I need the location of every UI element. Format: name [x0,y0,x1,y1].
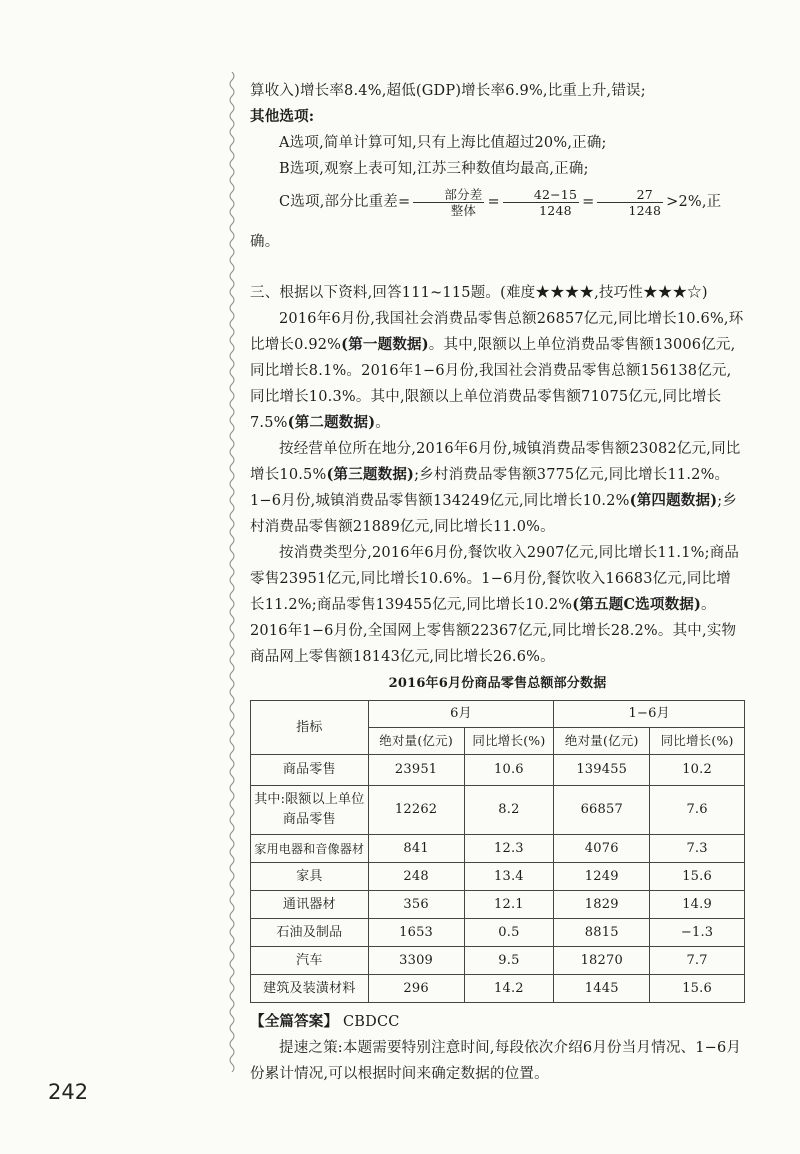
paragraph-2-note: (第三题数据) [326,466,415,483]
option-c-text [250,182,745,262]
fraction-denominator: 1248 [628,202,662,218]
cell-june-abs: 248 [368,863,464,891]
cell-ytd-abs: 1829 [554,891,650,919]
cell-june-growth: 13.4 [464,863,554,891]
row-name: 家用电器和音像器材 [251,835,369,863]
fraction-result [597,187,663,218]
row-name: 通讯器材 [251,891,369,919]
header-indicator: 指标 [251,701,369,755]
table-row [251,786,745,835]
header-jan-june: 1−6月 [554,701,745,728]
cell-ytd-abs: 1445 [554,975,650,1003]
option-c-prefix: C选项,部分比重差= [279,194,411,210]
header-june: 6月 [368,701,554,728]
cell-ytd-abs: 4076 [554,835,650,863]
paragraph-3 [250,540,745,670]
cell-june-growth: 10.6 [464,755,554,786]
table-row [251,919,745,947]
paragraph-2-text: ;乡村消费品零售额21889亿元,同比增长11.0%。 [250,493,738,535]
paragraph-1-text: 。其中,限额以上单位消费品零售额13006亿元,同比增长8.1%。2016年1−6月份,我国社会消费品零售总额156138亿元,同比增长10.3%。其中,限额以上单位消费品零售额71075亿元,同比增长7.5% [250,337,736,431]
cell-june-abs: 23951 [368,755,464,786]
paragraph-2 [250,436,745,540]
row-name: 其中:限额以上单位商品零售 [251,786,369,835]
cell-june-abs: 356 [368,891,464,919]
paragraph-1-text: 。 [375,415,390,431]
row-name: 建筑及装潢材料 [251,975,369,1003]
cell-ytd-growth: 7.7 [650,947,745,975]
fraction-numerator: 42−15 [503,187,579,203]
cell-ytd-abs: 8815 [554,919,650,947]
cell-june-abs: 841 [368,835,464,863]
cell-june-growth: 14.2 [464,975,554,1003]
cell-ytd-abs: 66857 [554,786,650,835]
fraction-denominator: 1248 [539,202,572,218]
paragraph-3-text: 按消费类型分,2016年6月份,餐饮收入2907亿元,同比增长11.1%;商品零售23951亿元,同比增长10.6%。1−6月份,餐饮收入16683亿元,同比增长11.2%;商品零售139455亿元,同比增长10.2% [250,545,740,613]
paragraph-3-text: 。2016年1−6月份,全国网上零售额22367亿元,同比增长28.2%。其中,实物商品网上零售额18143亿元,同比增长26.6%。 [250,597,737,665]
prev-answer-line: 算收入)增长率8.4%,超低(GDP)增长率6.9%,比重上升,错误; [250,83,646,99]
option-a-text: A选项,简单计算可知,只有上海比值超过20%,正确; [279,135,607,151]
retail-data-table [250,700,745,1003]
fraction-numerator: 部分差 [413,187,484,203]
cell-june-growth: 9.5 [464,947,554,975]
subheader-growth: 同比增长(%) [650,728,745,755]
paragraph-1-text: 2016年6月份,我国社会消费品零售总额26857亿元,同比增长10.6%,环比增长0.92% [250,311,744,353]
full-answer [250,1009,745,1035]
subheader-abs: 绝对量(亿元) [368,728,464,755]
other-options-title: 其他选项: [250,108,315,125]
page-content [250,78,745,1087]
table-row [251,975,745,1003]
fraction-part-diff [413,187,484,218]
cell-june-growth: 8.2 [464,786,554,835]
option-c-suffix: >2%,正确。 [250,194,722,250]
paragraph-3-note: (第五题C选项数据) [572,596,702,613]
subheader-growth: 同比增长(%) [464,728,554,755]
table-row [251,947,745,975]
cell-ytd-abs: 1249 [554,863,650,891]
cell-june-abs: 296 [368,975,464,1003]
fraction-numerator: 27 [597,187,663,203]
table-row [251,863,745,891]
paragraph-1-note: (第二题数据) [287,414,376,431]
table-row [251,835,745,863]
answer-value: CBDCC [343,1014,400,1030]
cell-june-growth: 0.5 [464,919,554,947]
subheader-abs: 绝对量(亿元) [554,728,650,755]
cell-june-growth: 12.3 [464,835,554,863]
margin-wavy-line [228,72,236,1072]
answer-label: 【全篇答案】 [250,1013,339,1030]
row-name: 家具 [251,863,369,891]
cell-ytd-growth: 10.2 [650,755,745,786]
cell-ytd-growth: 15.6 [650,975,745,1003]
fraction-values [503,187,579,218]
cell-ytd-growth: 7.3 [650,835,745,863]
cell-ytd-abs: 139455 [554,755,650,786]
cell-june-growth: 12.1 [464,891,554,919]
equals-sign: = [582,194,595,210]
cell-ytd-growth: 15.6 [650,863,745,891]
cell-june-abs: 12262 [368,786,464,835]
fraction-denominator: 整体 [450,202,477,218]
cell-june-abs: 1653 [368,919,464,947]
cell-ytd-growth: 7.6 [650,786,745,835]
row-name: 石油及制品 [251,919,369,947]
cell-ytd-growth: −1.3 [650,919,745,947]
cell-ytd-growth: 14.9 [650,891,745,919]
paragraph-2-text: ;乡村消费品零售额3775亿元,同比增长11.2%。1−6月份,城镇消费品零售额134249亿元,同比增长10.2% [250,467,730,509]
paragraph-2-note: (第四题数据) [629,492,718,509]
section-title: 三、根据以下资料,回答111~115题。(难度★★★★,技巧性★★★☆) [250,285,708,301]
cell-june-abs: 3309 [368,947,464,975]
row-name: 商品零售 [251,755,369,786]
cell-ytd-abs: 18270 [554,947,650,975]
paragraph-1 [250,306,745,436]
speed-tip: 提速之策:本题需要特别注意时间,每段依次介绍6月份当月情况、1−6月份累计情况,可以根据时间来确定数据的位置。 [250,1040,742,1082]
page-number: 242 [48,1080,89,1104]
row-name: 汽车 [251,947,369,975]
table-row [251,755,745,786]
table-row [251,891,745,919]
equals-sign: = [487,194,500,210]
paragraph-1-note: (第一题数据) [341,336,429,353]
paragraph-2-text: 按经营单位所在地分,2016年6月份,城镇消费品零售额23082亿元,同比增长10.5% [250,441,741,483]
table-caption: 2016年6月份商品零售总额部分数据 [388,676,607,691]
option-b-text: B选项,观察上表可知,江苏三种数值均最高,正确; [279,161,589,177]
